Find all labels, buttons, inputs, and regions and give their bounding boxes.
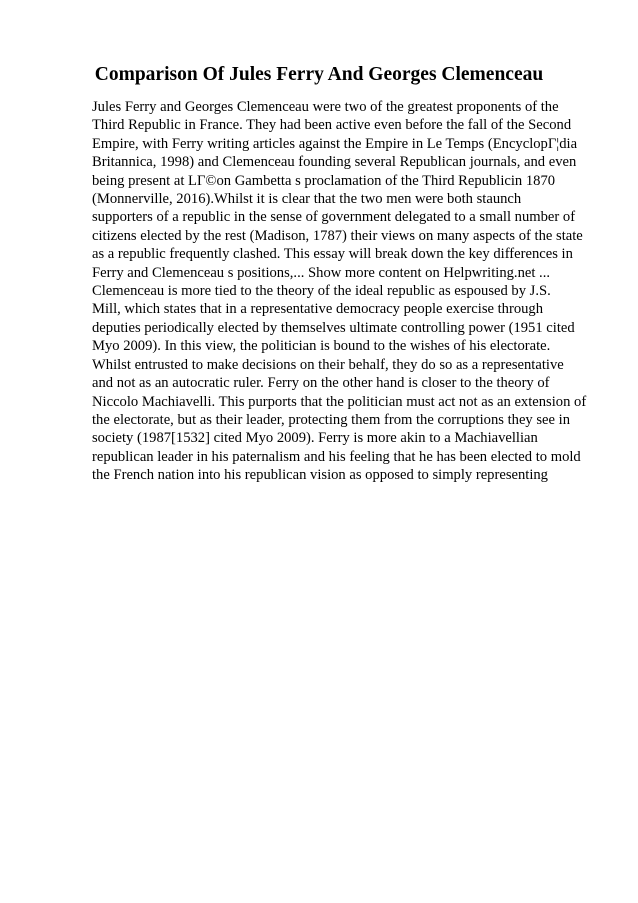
body-line: Britannica, 1998) and Clemenceau founding several Republican journals, and even	[92, 154, 577, 171]
body-line: Ferry and Clemenceau s positions,... Show more content on Helpwriting.net ...	[92, 264, 551, 281]
body-line: the French nation into his republican vision as opposed to simply representing	[92, 467, 548, 484]
body-line: citizens elected by the rest (Madison, 1787) their views on many aspects of the state	[92, 227, 583, 244]
body-line: (Monnerville, 2016).Whilst it is clear that the two men were both staunch	[92, 191, 522, 208]
body-line: as a republic frequently clashed. This essay will break down the key differences in	[92, 246, 573, 263]
body-line: society (1987[1532] cited Myo 2009). Ferry is more akin to a Machiavellian	[92, 430, 538, 447]
body-line: Clemenceau is more tied to the theory of the ideal republic as espoused by J.S.	[92, 283, 551, 300]
body-line: republican leader in his paternalism and his feeling that he has been elected to mold	[92, 448, 581, 465]
body-line: Whilst entrusted to make decisions on their behalf, they do so as a representative	[92, 356, 564, 373]
body-line: and not as an autocratic ruler. Ferry on the other hand is closer to the theory of	[92, 375, 550, 392]
body-line: Third Republic in France. They had been active even before the fall of the Second	[92, 117, 572, 134]
body-line: Empire, with Ferry writing articles against the Empire in Le Temps (EncyclopГ¦dia	[92, 135, 578, 152]
document-title: Comparison Of Jules Ferry And Georges Clemenceau	[94, 64, 544, 85]
body-line: deputies periodically elected by themselves ultimate controlling power (1951 cited	[92, 319, 575, 336]
document-body	[92, 98, 592, 485]
body-line: the electorate, but as their leader, protecting them from the corruptions they see in	[92, 411, 570, 428]
body-line: Jules Ferry and Georges Clemenceau were two of the greatest proponents of the	[92, 99, 559, 115]
body-line: Myo 2009). In this view, the politician is bound to the wishes of his electorate.	[92, 338, 551, 355]
body-line: being present at LГ©on Gambetta s proclamation of the Third Republicin 1870	[92, 172, 556, 189]
body-line: Niccolo Machiavelli. This purports that the politician must act not as an extension of	[92, 393, 587, 410]
body-line: supporters of a republic in the sense of government delegated to a small number of	[92, 209, 576, 226]
body-line: Mill, which states that in a representative democracy people exercise through	[92, 301, 544, 318]
